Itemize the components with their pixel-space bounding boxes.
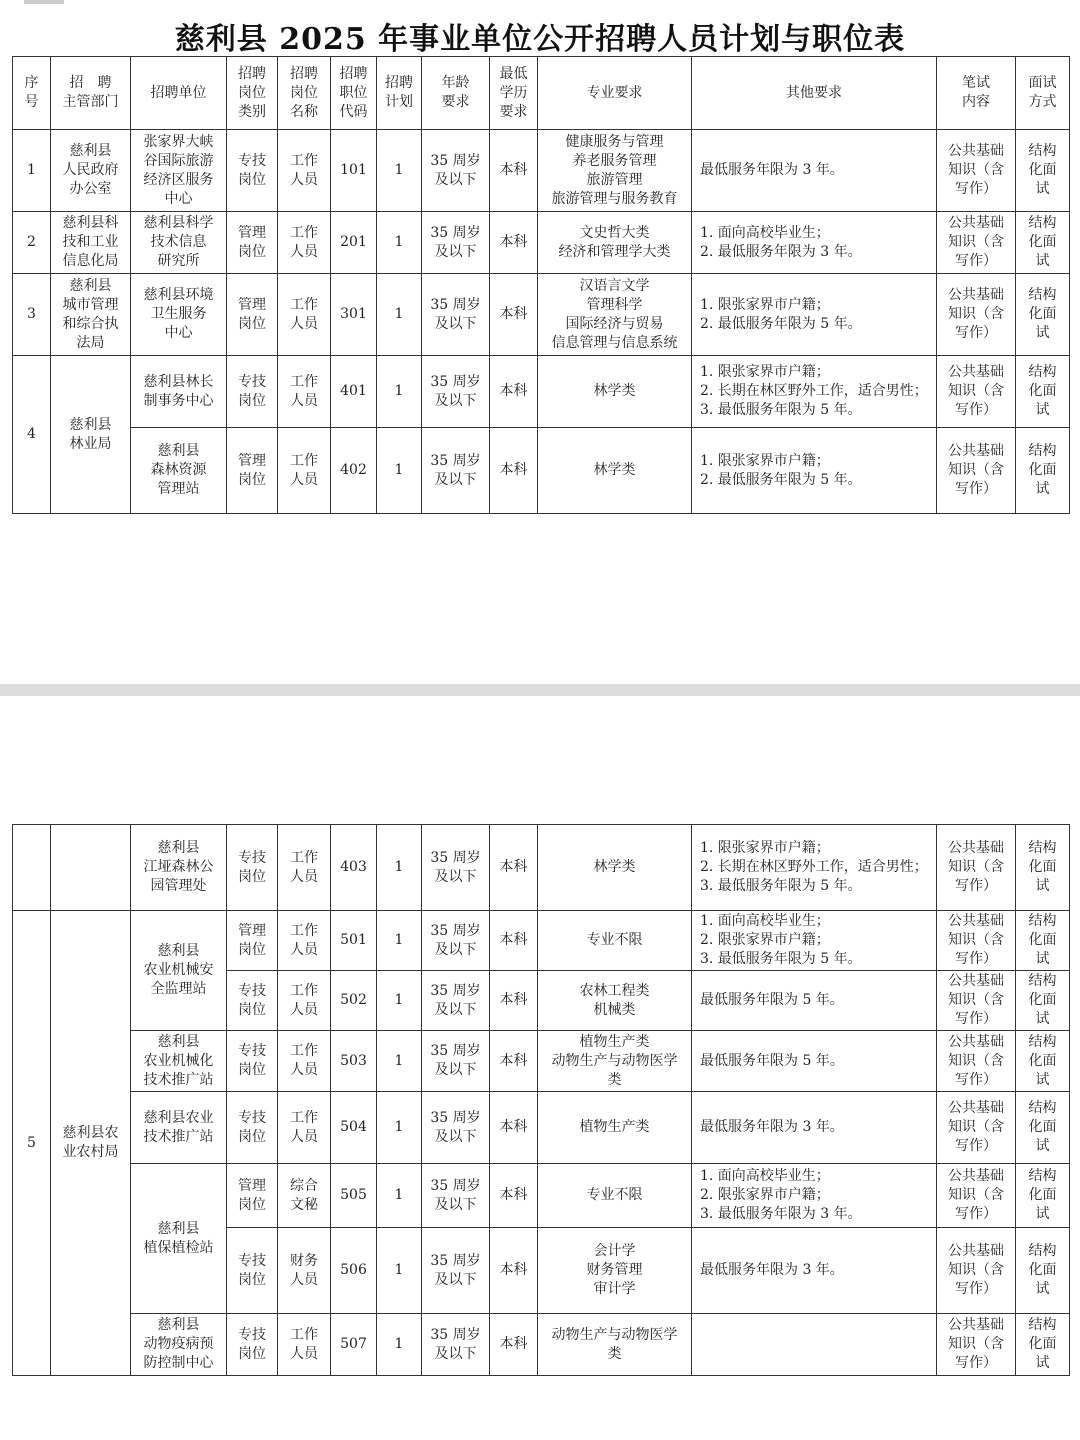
cell-interview: 结构 化面 试 (1016, 1092, 1070, 1164)
table-row (13, 1092, 1070, 1164)
cell-other: 1. 面向高校毕业生； 2. 限张家界市户籍； 3. 最低服务年限为 5 年。 (692, 911, 937, 971)
header-post-name: 招聘 岗位 名称 (278, 57, 331, 130)
cell-edu: 本科 (490, 1092, 538, 1164)
cell-major: 会计学 财务管理 审计学 (538, 1228, 692, 1314)
header-other: 其他要求 (692, 57, 937, 130)
cell-post-type: 专技 岗位 (227, 356, 278, 428)
cell-post-type: 管理 岗位 (227, 1164, 278, 1228)
cell-post-name: 工作 人员 (278, 911, 331, 971)
cell-exam: 公共基础 知识（含 写作） (937, 911, 1016, 971)
page-title: 慈利县 2025 年事业单位公开招聘人员计划与职位表 (174, 22, 906, 57)
cell-age: 35 周岁 及以下 (422, 1228, 490, 1314)
cell-plan: 1 (377, 1031, 422, 1092)
cell-unit: 慈利县 农业机械化 技术推广站 (131, 1031, 227, 1092)
cell-interview: 结构 化面 试 (1016, 911, 1070, 971)
header-unit: 招聘单位 (131, 57, 227, 130)
cell-post-code: 505 (331, 1164, 377, 1228)
cell-interview: 结构 化面 试 (1016, 1031, 1070, 1092)
cell-post-name: 综合 文秘 (278, 1164, 331, 1228)
cell-major: 植物生产类 动物生产与动物医学 类 (538, 1031, 692, 1092)
cell-plan: 1 (377, 1314, 422, 1376)
cell-edu: 本科 (490, 1164, 538, 1228)
cell-post-name: 工作 人员 (278, 971, 331, 1031)
cell-post-type: 管理 岗位 (227, 274, 278, 356)
cell-post-name: 工作 人员 (278, 274, 331, 356)
cell-other: 1. 面向高校毕业生； 2. 最低服务年限为 3 年。 (692, 212, 937, 274)
cell-post-type: 专技 岗位 (227, 1092, 278, 1164)
cell-other: 1. 限张家界市户籍； 2. 最低服务年限为 5 年。 (692, 274, 937, 356)
header-exam: 笔试 内容 (937, 57, 1016, 130)
cell-plan: 1 (377, 356, 422, 428)
cell-post-code: 403 (331, 825, 377, 911)
cell-edu: 本科 (490, 1314, 538, 1376)
cell-major: 专业不限 (538, 911, 692, 971)
header-dept: 招 聘 主管部门 (51, 57, 131, 130)
cell-age: 35 周岁 及以下 (422, 130, 490, 212)
cell-exam: 公共基础 知识（含 写作） (937, 356, 1016, 428)
cell-age: 35 周岁 及以下 (422, 911, 490, 971)
table-row (13, 428, 1070, 514)
cell-other: 最低服务年限为 3 年。 (692, 130, 937, 212)
cell-major: 植物生产类 (538, 1092, 692, 1164)
cell-post-type: 管理 岗位 (227, 911, 278, 971)
cell-other: 1. 面向高校毕业生； 2. 限张家界市户籍； 3. 最低服务年限为 3 年。 (692, 1164, 937, 1228)
cell-post-code: 301 (331, 274, 377, 356)
cell-age: 35 周岁 及以下 (422, 1092, 490, 1164)
cell-post-name: 工作 人员 (278, 825, 331, 911)
cell-major: 汉语言文学 管理科学 国际经济与贸易 信息管理与信息系统 (538, 274, 692, 356)
cell-post-name: 财务 人员 (278, 1228, 331, 1314)
cell-post-name: 工作 人员 (278, 428, 331, 514)
cell-plan: 1 (377, 428, 422, 514)
cell-exam: 公共基础 知识（含 写作） (937, 274, 1016, 356)
cell-post-type: 专技 岗位 (227, 130, 278, 212)
header-post-type: 招聘 岗位 类别 (227, 57, 278, 130)
cell-unit: 张家界大峡 谷国际旅游 经济区服务 中心 (131, 130, 227, 212)
cell-age: 35 周岁 及以下 (422, 1314, 490, 1376)
job-table (12, 56, 1070, 514)
cell-edu: 本科 (490, 428, 538, 514)
cell-other: 1. 限张家界市户籍； 2. 长期在林区野外工作，适合男性； 3. 最低服务年限为 5 年。 (692, 825, 937, 911)
table-row (13, 1314, 1070, 1376)
cell-exam: 公共基础 知识（含 写作） (937, 1314, 1016, 1376)
cell-plan: 1 (377, 1228, 422, 1314)
cell-plan: 1 (377, 1092, 422, 1164)
cell-post-code: 101 (331, 130, 377, 212)
cell-plan: 1 (377, 971, 422, 1031)
cell-interview: 结构 化面 试 (1016, 1314, 1070, 1376)
cell-post-name: 工作 人员 (278, 1092, 331, 1164)
cell-post-name: 工作 人员 (278, 1031, 331, 1092)
cell-dept: 慈利县 林业局 (51, 356, 131, 514)
cell-interview: 结构 化面 试 (1016, 130, 1070, 212)
cell-unit: 慈利县环境 卫生服务 中心 (131, 274, 227, 356)
cell-edu: 本科 (490, 1228, 538, 1314)
cell-plan: 1 (377, 911, 422, 971)
cell-seq: 4 (13, 356, 51, 514)
cell-post-code: 201 (331, 212, 377, 274)
cell-interview: 结构 化面 试 (1016, 971, 1070, 1031)
cell-post-name: 工作 人员 (278, 356, 331, 428)
cell-major: 专业不限 (538, 1164, 692, 1228)
cell-post-code: 503 (331, 1031, 377, 1092)
cell-other: 最低服务年限为 3 年。 (692, 1092, 937, 1164)
cell-age: 35 周岁 及以下 (422, 1031, 490, 1092)
cell-age: 35 周岁 及以下 (422, 212, 490, 274)
cell-other: 最低服务年限为 3 年。 (692, 1228, 937, 1314)
cell-interview: 结构 化面 试 (1016, 274, 1070, 356)
cell-exam: 公共基础 知识（含 写作） (937, 1092, 1016, 1164)
cell-interview: 结构 化面 试 (1016, 1164, 1070, 1228)
cell-edu: 本科 (490, 1031, 538, 1092)
table-row (13, 274, 1070, 356)
header-plan: 招聘 计划 (377, 57, 422, 130)
cell-age: 35 周岁 及以下 (422, 428, 490, 514)
cell-major: 健康服务与管理 养老服务管理 旅游管理 旅游管理与服务教育 (538, 130, 692, 212)
cell-dept: 慈利县 城市管理 和综合执 法局 (51, 274, 131, 356)
cell-post-code: 504 (331, 1092, 377, 1164)
cell-dept: 慈利县农 业农村局 (51, 911, 131, 1376)
cell-exam: 公共基础 知识（含 写作） (937, 1164, 1016, 1228)
cell-exam: 公共基础 知识（含 写作） (937, 130, 1016, 212)
cell-edu: 本科 (490, 911, 538, 971)
cell-post-type: 管理 岗位 (227, 212, 278, 274)
cell-interview: 结构 化面 试 (1016, 825, 1070, 911)
cell-unit: 慈利县 植保植检站 (131, 1164, 227, 1314)
cell-edu: 本科 (490, 130, 538, 212)
cell-dept: 慈利县 人民政府 办公室 (51, 130, 131, 212)
cell-post-name: 工作 人员 (278, 212, 331, 274)
cell-post-code: 507 (331, 1314, 377, 1376)
cell-post-name: 工作 人员 (278, 130, 331, 212)
cell-seq (13, 825, 51, 911)
cell-exam: 公共基础 知识（含 写作） (937, 971, 1016, 1031)
cell-unit: 慈利县农业 技术推广站 (131, 1092, 227, 1164)
cell-exam: 公共基础 知识（含 写作） (937, 825, 1016, 911)
cell-unit: 慈利县科学 技术信息 研究所 (131, 212, 227, 274)
cell-exam: 公共基础 知识（含 写作） (937, 1228, 1016, 1314)
cell-age: 35 周岁 及以下 (422, 971, 490, 1031)
cell-interview: 结构 化面 试 (1016, 356, 1070, 428)
cell-interview: 结构 化面 试 (1016, 212, 1070, 274)
header-interview: 面试 方式 (1016, 57, 1070, 130)
page-divider (0, 684, 1080, 696)
cell-dept: 慈利县科 技和工业 信息化局 (51, 212, 131, 274)
header-edu: 最低 学历 要求 (490, 57, 538, 130)
cell-plan: 1 (377, 130, 422, 212)
table-row (13, 825, 1070, 911)
cell-major: 林学类 (538, 428, 692, 514)
cell-post-code: 506 (331, 1228, 377, 1314)
cell-post-type: 专技 岗位 (227, 1031, 278, 1092)
cell-unit: 慈利县 动物疫病预 防控制中心 (131, 1314, 227, 1376)
cell-dept (51, 825, 131, 911)
cell-post-code: 402 (331, 428, 377, 514)
cell-edu: 本科 (490, 356, 538, 428)
table-row (13, 1031, 1070, 1092)
cell-major: 农林工程类 机械类 (538, 971, 692, 1031)
cell-other: 最低服务年限为 5 年。 (692, 1031, 937, 1092)
cell-exam: 公共基础 知识（含 写作） (937, 1031, 1016, 1092)
cell-interview: 结构 化面 试 (1016, 1228, 1070, 1314)
cell-plan: 1 (377, 274, 422, 356)
cell-age: 35 周岁 及以下 (422, 1164, 490, 1228)
page-top-mark (24, 0, 64, 4)
cell-unit: 慈利县 农业机械安 全监理站 (131, 911, 227, 1031)
header-seq: 序 号 (13, 57, 51, 130)
header-post-code: 招聘 职位 代码 (331, 57, 377, 130)
header-age: 年龄 要求 (422, 57, 490, 130)
cell-post-code: 401 (331, 356, 377, 428)
cell-post-name: 工作 人员 (278, 1314, 331, 1376)
cell-exam: 公共基础 知识（含 写作） (937, 212, 1016, 274)
cell-other: 1. 限张家界市户籍； 2. 长期在林区野外工作，适合男性； 3. 最低服务年限为 5 年。 (692, 356, 937, 428)
table-row (13, 212, 1070, 274)
job-table-page-1 (12, 56, 1069, 514)
cell-edu: 本科 (490, 825, 538, 911)
cell-seq: 5 (13, 911, 51, 1376)
cell-age: 35 周岁 及以下 (422, 356, 490, 428)
cell-edu: 本科 (490, 274, 538, 356)
header-major: 专业要求 (538, 57, 692, 130)
cell-post-code: 502 (331, 971, 377, 1031)
job-table-continued (12, 824, 1070, 1376)
cell-seq: 1 (13, 130, 51, 212)
cell-age: 35 周岁 及以下 (422, 825, 490, 911)
cell-other: 1. 限张家界市户籍； 2. 最低服务年限为 5 年。 (692, 428, 937, 514)
cell-age: 35 周岁 及以下 (422, 274, 490, 356)
table-row (13, 130, 1070, 212)
cell-plan: 1 (377, 825, 422, 911)
header-row (13, 57, 1070, 130)
cell-edu: 本科 (490, 212, 538, 274)
cell-post-code: 501 (331, 911, 377, 971)
table-row (13, 911, 1070, 971)
cell-post-type: 专技 岗位 (227, 971, 278, 1031)
cell-unit: 慈利县 江垭森林公 园管理处 (131, 825, 227, 911)
cell-plan: 1 (377, 212, 422, 274)
cell-other (692, 1314, 937, 1376)
table-row (13, 1164, 1070, 1228)
cell-edu: 本科 (490, 971, 538, 1031)
cell-major: 林学类 (538, 356, 692, 428)
cell-post-type: 专技 岗位 (227, 1314, 278, 1376)
cell-other: 最低服务年限为 5 年。 (692, 971, 937, 1031)
cell-unit: 慈利县 森林资源 管理站 (131, 428, 227, 514)
cell-unit: 慈利县林长 制事务中心 (131, 356, 227, 428)
job-table-page-2 (12, 824, 1069, 1376)
cell-seq: 2 (13, 212, 51, 274)
cell-major: 文史哲大类 经济和管理学大类 (538, 212, 692, 274)
cell-major: 动物生产与动物医学 类 (538, 1314, 692, 1376)
cell-post-type: 专技 岗位 (227, 825, 278, 911)
cell-exam: 公共基础 知识（含 写作） (937, 428, 1016, 514)
cell-post-type: 管理 岗位 (227, 428, 278, 514)
cell-plan: 1 (377, 1164, 422, 1228)
cell-interview: 结构 化面 试 (1016, 428, 1070, 514)
cell-seq: 3 (13, 274, 51, 356)
cell-post-type: 专技 岗位 (227, 1228, 278, 1314)
cell-major: 林学类 (538, 825, 692, 911)
table-row (13, 356, 1070, 428)
